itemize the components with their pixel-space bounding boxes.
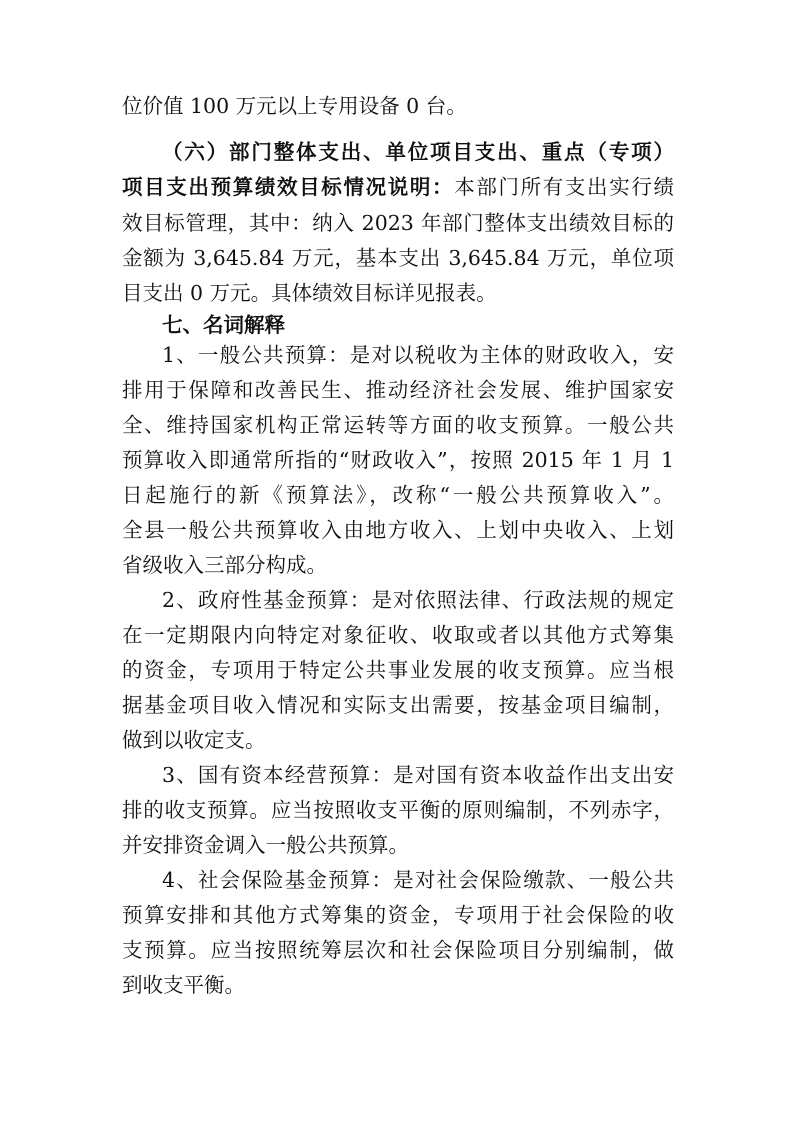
text-line: 全县一般公共预算收入由地方收入、上划中央收入、上划 [122,518,674,542]
text-span: 本部门所有支出实行绩 [454,175,674,199]
text-line: 预算收入即通常所指的“财政收入”，按照 2015 年 1 月 1 [122,448,674,472]
text-line: 目支出 0 万元。具体绩效目标详见报表。 [122,281,497,305]
text-line: 支预算。应当按照统筹层次和社会保险项目分别编制，做 [122,938,674,962]
text-line: 4、社会保险基金预算：是对社会保险缴款、一般公共 [162,868,674,892]
text-line: 日起施行的新《预算法》，改称“一般公共预算收入”。 [122,483,674,507]
text-line: 预算安排和其他方式筹集的资金，专项用于社会保险的收 [122,903,674,927]
text-line: 到收支平衡。 [122,973,245,997]
text-line [122,167,674,207]
text-line: 金额为 3,645.84 万元，基本支出 3,645.84 万元，单位项 [122,246,674,270]
text-line: 做到以收定支。 [122,728,266,752]
text-line: 在一定期限内向特定对象征收、收取或者以其他方式筹集 [122,623,674,647]
text-line: 3、国有资本经营预算：是对国有资本收益作出支出安 [162,763,674,787]
text-line: 1、一般公共预算：是对以税收为主体的财政收入，安 [162,343,674,367]
text-line: 全、维持国家机构正常运转等方面的收支预算。一般公共 [122,413,674,437]
section-heading-cont: 项目支出预算绩效目标情况说明： [122,175,455,199]
text-line: 位价值 100 万元以上专用设备 0 台。 [122,94,467,118]
text-line: 省级收入三部分构成。 [122,553,327,577]
text-line: 据基金项目收入情况和实际支出需要，按基金项目编制， [122,693,674,717]
text-line: 排用于保障和改善民生、推动经济社会发展、维护国家安 [122,378,674,402]
text-line: 的资金，专项用于特定公共事业发展的收支预算。应当根 [122,658,674,682]
section-heading: （六）部门整体支出、单位项目支出、重点（专项） [162,140,674,164]
section-heading: 七、名词解释 [162,313,285,337]
text-line: 效目标管理，其中：纳入 2023 年部门整体支出绩效目标的 [122,211,674,235]
text-line: 2、政府性基金预算：是对依照法律、行政法规的规定 [162,588,674,612]
text-line: 排的收支预算。应当按照收支平衡的原则编制，不列赤字， [122,798,674,822]
text-line: 并安排资金调入一般公共预算。 [122,833,409,857]
